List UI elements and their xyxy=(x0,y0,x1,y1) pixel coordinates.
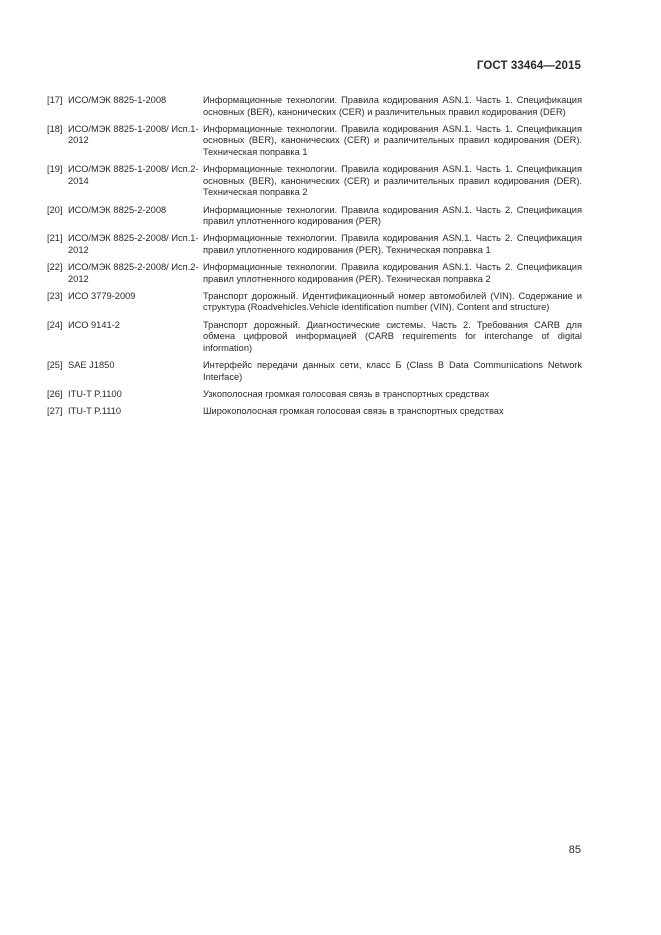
reference-title: Информационные технологии. Правила кодирования ASN.1. Часть 1. Спецификация основных (BER), канонических (CER) и различительных правил кодирования (DER). Техническая поправка 2 xyxy=(203,164,582,198)
page-number: 85 xyxy=(568,844,581,856)
reference-item xyxy=(47,360,582,383)
bibliography-list xyxy=(47,95,582,423)
reference-title: Транспорт дорожный. Идентификационный номер автомобилей (VIN). Содержание и структура (Roadvehicles.Vehicle identification number (VIN). Content and structure) xyxy=(203,290,582,313)
reference-title: Транспорт дорожный. Диагностические системы. Часть 2. Требования CARB для обмена цифровой информацией (CARB requirements for interchange of digital information) xyxy=(203,319,582,353)
reference-code: ИСО/МЭК 8825-1-2008/ Исп.1-2012 xyxy=(68,123,199,146)
reference-number: [26] xyxy=(47,388,63,399)
reference-title: Информационные технологии. Правила кодирования ASN.1. Часть 2. Спецификация правил уплотненного кодирования (PER). Техническая поправка 2 xyxy=(203,262,582,284)
reference-item xyxy=(47,406,582,418)
reference-code: ИСО/МЭК 8825-1-2008 xyxy=(68,95,167,105)
document-header: ГОСТ 33464—2015 xyxy=(476,60,581,72)
reference-code: ИСО/МЭК 8825-2-2008/ Исп.2-2012 xyxy=(68,262,199,284)
reference-code: ИСО 9141-2 xyxy=(68,319,120,330)
reference-title: Информационные технологии. Правила кодирования ASN.1. Часть 1. Спецификация основных (BER), канонических (CER) и различительных правил кодирования (DER) xyxy=(203,95,582,117)
reference-code: ИСО/МЭК 8825-2-2008 xyxy=(68,204,167,215)
reference-number: [24] xyxy=(47,319,63,330)
reference-code: ITU-T P.1110 xyxy=(68,406,122,416)
reference-item xyxy=(47,389,582,401)
reference-title: Информационные технологии. Правила кодирования ASN.1. Часть 1. Спецификация основных (BER), канонических (CER) и различительных правил кодирования (DER). Техническая поправка 1 xyxy=(203,123,582,157)
reference-title: Информационные технологии. Правила кодирования ASN.1. Часть 2. Спецификация правил уплотненного кодирования (PER) xyxy=(203,204,582,227)
reference-number: [25] xyxy=(47,360,63,371)
reference-number: [19] xyxy=(47,164,63,175)
reference-item xyxy=(47,205,582,228)
reference-item xyxy=(47,320,582,355)
reference-item xyxy=(47,95,582,118)
reference-number: [21] xyxy=(47,233,63,244)
reference-code: ИСО/МЭК 8825-1-2008/ Исп.2-2014 xyxy=(68,164,199,186)
reference-code: ИСО 3779-2009 xyxy=(68,290,136,301)
reference-item xyxy=(47,233,582,256)
reference-title: Узкополосная громкая голосовая связь в транспортных средствах xyxy=(203,388,490,399)
reference-number: [17] xyxy=(47,95,63,105)
reference-item xyxy=(47,124,582,159)
reference-title: Широкополосная громкая голосовая связь в транспортных средствах xyxy=(203,406,504,416)
reference-title: Информационные технологии. Правила кодирования ASN.1. Часть 2. Спецификация правил уплотненного кодирования (PER). Техническая поправка 1 xyxy=(203,233,582,255)
reference-item xyxy=(47,164,582,199)
reference-number: [23] xyxy=(47,290,63,301)
reference-item xyxy=(47,291,582,314)
reference-number: [18] xyxy=(47,123,63,134)
reference-title: Интерфейс передачи данных сети, класс Б (Class B Data Communications Network Interface) xyxy=(203,360,582,382)
reference-code: ИСО/МЭК 8825-2-2008/ Исп.1-2012 xyxy=(68,233,199,255)
reference-code: SAE J1850 xyxy=(68,360,115,371)
reference-number: [27] xyxy=(47,406,63,416)
reference-code: ITU-T P.1100 xyxy=(68,388,122,399)
reference-number: [22] xyxy=(47,262,63,273)
reference-item xyxy=(47,262,582,285)
reference-number: [20] xyxy=(47,204,63,215)
